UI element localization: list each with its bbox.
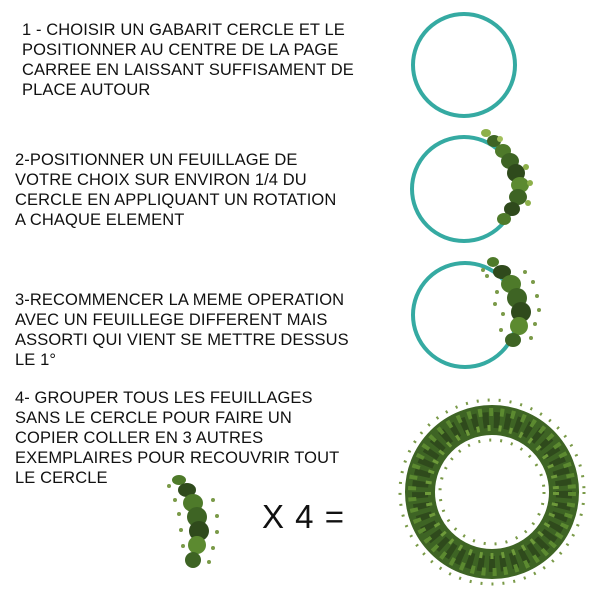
step-4-line: COPIER COLLER EN 3 AUTRES [15, 429, 264, 447]
step-4-line: SANS LE CERCLE POUR FAIRE UN [15, 409, 292, 427]
step-3-text [15, 290, 349, 370]
step-1-line: 1 - CHOISIR UN GABARIT CERCLE ET LE [22, 21, 345, 39]
step-3-line: LE 1° [15, 351, 57, 369]
empty-circle-template-icon [411, 12, 517, 118]
step-1-text [22, 20, 354, 100]
step-3-line: ASSORTI QUI VIENT SE METTRE DESSUS [15, 331, 349, 349]
foliage-quarter-icon [470, 125, 550, 235]
step-3-line: AVEC UN FEUILLEGE DIFFERENT MAIS [15, 311, 328, 329]
step-2-line: A CHAQUE ELEMENT [15, 211, 185, 229]
step-2-line: VOTRE CHOIX SUR ENVIRON 1/4 DU [15, 171, 307, 189]
multiply-equation: X 4 = [262, 498, 345, 535]
foliage-wreath-icon [392, 395, 592, 590]
step-1-line: POSITIONNER AU CENTRE DE LA PAGE [22, 41, 339, 59]
step-1-line: PLACE AUTOUR [22, 81, 151, 99]
step-4-line: LE CERCLE [15, 469, 108, 487]
step-2-line: 2-POSITIONNER UN FEUILLAGE DE [15, 151, 298, 169]
foliage-group-icon [163, 470, 233, 575]
step-2-line: CERCLE EN APPLIQUANT UN ROTATION [15, 191, 337, 209]
step-2-text [15, 150, 336, 230]
step-3-line: 3-RECOMMENCER LA MEME OPERATION [15, 291, 345, 309]
foliage-layered-icon [475, 252, 555, 357]
step-4-line: 4- GROUPER TOUS LES FEUILLAGES [15, 389, 313, 407]
step-1-line: CARREE EN LAISSANT SUFFISAMENT DE [22, 61, 354, 79]
step-4-line: EXEMPLAIRES POUR RECOUVRIR TOUT [15, 449, 340, 467]
